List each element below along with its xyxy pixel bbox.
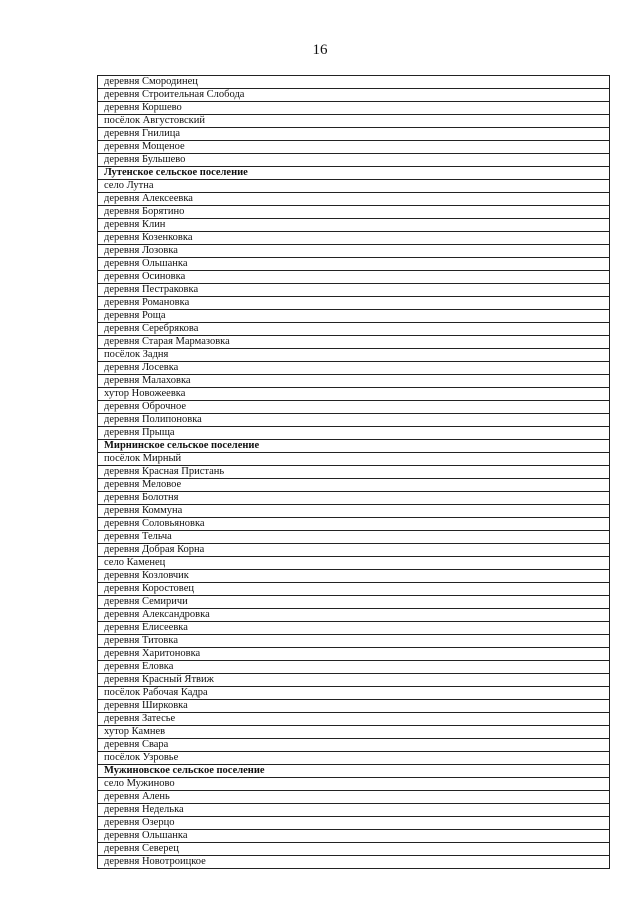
table-row [98,492,610,505]
table-row [98,336,610,349]
table-row [98,258,610,271]
settlement-table-body [98,76,610,869]
table-row [98,596,610,609]
table-row [98,687,610,700]
settlement-cell: хутор Камнев [98,726,610,739]
table-row [98,557,610,570]
table-row [98,193,610,206]
table-row [98,856,610,869]
settlement-cell: посёлок Рабочая Кадра [98,687,610,700]
settlement-cell: деревня Пестраковка [98,284,610,297]
section-header-cell: Мужиновское сельское поселение [98,765,610,778]
settlement-cell: деревня Полипоновка [98,414,610,427]
table-row [98,388,610,401]
settlement-cell: деревня Оброчное [98,401,610,414]
settlement-cell: посёлок Мирный [98,453,610,466]
settlement-cell: село Мужиново [98,778,610,791]
settlement-cell: деревня Красный Ятвиж [98,674,610,687]
table-row [98,271,610,284]
settlement-cell: деревня Красная Пристань [98,466,610,479]
settlement-cell: деревня Ширковка [98,700,610,713]
settlement-cell: деревня Лозовка [98,245,610,258]
section-header-row [98,440,610,453]
settlement-cell: деревня Титовка [98,635,610,648]
table-row [98,544,610,557]
settlement-cell: хутор Новожеевка [98,388,610,401]
settlement-cell: деревня Александровка [98,609,610,622]
settlement-cell: деревня Елисеевка [98,622,610,635]
section-header-row [98,765,610,778]
section-header-row [98,167,610,180]
settlement-cell: деревня Ольшанка [98,258,610,271]
settlement-cell: деревня Козенковка [98,232,610,245]
settlement-cell: деревня Болотня [98,492,610,505]
table-row [98,570,610,583]
settlement-cell: деревня Алексеевка [98,193,610,206]
settlement-cell: деревня Роща [98,310,610,323]
settlement-cell: деревня Ольшанка [98,830,610,843]
settlement-cell: деревня Серебрякова [98,323,610,336]
settlement-cell: деревня Тельча [98,531,610,544]
settlement-cell: деревня Старая Мармазовка [98,336,610,349]
table-row [98,479,610,492]
settlement-cell: деревня Строительная Слобода [98,89,610,102]
settlement-cell: деревня Клин [98,219,610,232]
table-row [98,674,610,687]
table-row [98,349,610,362]
section-header-cell: Лутенское сельское поселение [98,167,610,180]
settlement-cell: деревня Неделька [98,804,610,817]
settlement-cell: деревня Озерцо [98,817,610,830]
table-row [98,76,610,89]
table-row [98,791,610,804]
table-row [98,180,610,193]
settlement-cell: деревня Коростовец [98,583,610,596]
settlement-cell: деревня Харитоновка [98,648,610,661]
settlement-cell: деревня Соловьяновка [98,518,610,531]
table-row [98,622,610,635]
settlement-cell: деревня Лосевка [98,362,610,375]
table-row [98,583,610,596]
settlement-cell: деревня Свара [98,739,610,752]
table-row [98,531,610,544]
table-row [98,466,610,479]
table-row [98,427,610,440]
settlement-cell: деревня Козловчик [98,570,610,583]
table-row [98,401,610,414]
settlement-cell: деревня Алень [98,791,610,804]
table-row [98,141,610,154]
table-row [98,362,610,375]
settlement-cell: посёлок Августовский [98,115,610,128]
table-row [98,323,610,336]
table-row [98,89,610,102]
table-row [98,817,610,830]
page-number: 16 [312,42,328,58]
settlement-cell: село Каменец [98,557,610,570]
table-row [98,713,610,726]
settlement-cell: деревня Смородинец [98,76,610,89]
table-row [98,804,610,817]
settlement-cell: деревня Осиновка [98,271,610,284]
table-row [98,115,610,128]
settlement-cell: деревня Романовка [98,297,610,310]
table-row [98,297,610,310]
settlement-cell: деревня Затесье [98,713,610,726]
settlement-cell: деревня Малаховка [98,375,610,388]
settlement-cell: деревня Меловое [98,479,610,492]
table-row [98,648,610,661]
settlement-cell: посёлок Задня [98,349,610,362]
settlement-cell: деревня Еловка [98,661,610,674]
settlement-cell: деревня Северец [98,843,610,856]
settlement-cell: деревня Коммуна [98,505,610,518]
table-row [98,700,610,713]
table-row [98,128,610,141]
settlement-cell: деревня Бульшево [98,154,610,167]
settlement-cell: деревня Коршево [98,102,610,115]
table-row [98,284,610,297]
table-row [98,206,610,219]
table-row [98,752,610,765]
settlement-cell: деревня Добрая Корна [98,544,610,557]
table-row [98,518,610,531]
table-row [98,739,610,752]
table-row [98,830,610,843]
table-row [98,726,610,739]
table-row [98,635,610,648]
settlement-cell: деревня Гнилица [98,128,610,141]
table-row [98,414,610,427]
table-row [98,843,610,856]
table-row [98,453,610,466]
table-row [98,219,610,232]
table-row [98,245,610,258]
table-row [98,609,610,622]
table-row [98,375,610,388]
settlement-cell: село Лутна [98,180,610,193]
table-row [98,232,610,245]
table-row [98,102,610,115]
table-row [98,505,610,518]
settlement-table [97,75,610,869]
settlement-cell: посёлок Узровье [98,752,610,765]
table-row [98,778,610,791]
section-header-cell: Мирнинское сельское поселение [98,440,610,453]
table-row [98,310,610,323]
table-row [98,661,610,674]
settlement-cell: деревня Борятино [98,206,610,219]
table-row [98,154,610,167]
settlement-cell: деревня Новотроицкое [98,856,610,869]
settlement-cell: деревня Семиричи [98,596,610,609]
settlement-cell: деревня Прыща [98,427,610,440]
settlement-cell: деревня Мощеное [98,141,610,154]
